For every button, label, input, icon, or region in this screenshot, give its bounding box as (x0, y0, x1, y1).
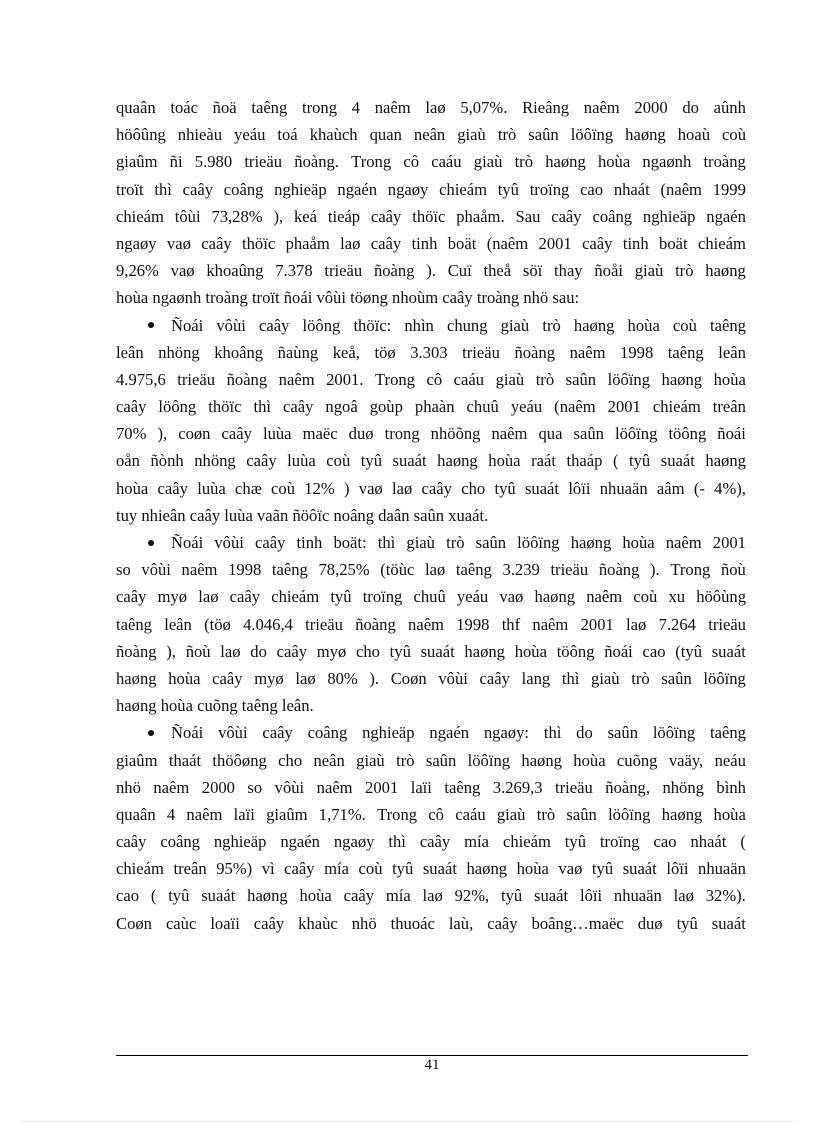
bullet-text: Ñoái vôùi caây löông thöïc: nhìn chung giaù trò haøng hoùa coù taêng (171, 315, 746, 335)
text-line: giaûm ñi 5.980 trieäu ñoàng. Trong cô caáu giaù trò haøng hoùa ngaønh troàng (116, 152, 746, 172)
text-line: 9,26% vaø khoaûng 7.378 trieäu ñoàng ). Cuï theå söï thay ñoåi giaù trò haøng (116, 261, 746, 281)
text-line: hoùa caây luùa chæ coù 12% ) vaø laø caây cho tyû suaát lôïi nhuaän aâm (- 4%), (116, 478, 746, 498)
text-line: 4.975,6 trieäu ñoàng naêm 2001. Trong cô caáu giaù trò saûn löôïng haøng hoùa (116, 369, 746, 389)
text-line: haøng hoùa caây myø laø 80% ). Coøn vôùi caây lang thì giaù trò saûn löôïng (116, 668, 746, 688)
text-line: troït thì caây coâng nghieäp ngaén ngaøy chieám tyû troïng cao nhaát (naêm 1999 (116, 179, 746, 199)
text-line: so vôùi naêm 1998 taêng 78,25% (töùc laø taêng 3.239 trieäu ñoàng ). Trong ñoù (116, 560, 746, 580)
text-line: Coøn caùc loaïi caây khaùc nhö thuoác laù, caây boâng…maëc duø tyû suaát (116, 913, 746, 933)
text-line: chieám tôùi 73,28% ), keá tieáp caây thöïc phaåm. Sau caây coâng nghieäp ngaén (116, 206, 746, 226)
text-line: ngaøy vaø caây thöïc phaåm laø caây tinh boät (naêm 2001 caây tinh boät chieám (116, 233, 746, 253)
bullet-icon (146, 312, 171, 339)
bullet-icon (146, 529, 171, 556)
text-line (116, 312, 746, 339)
text-line (116, 529, 746, 556)
text-line: caây myø laø caây chieám tyû troïng chuû yeáu vaø haøng naêm coù xu höôùng (116, 587, 746, 607)
page-number: 41 (424, 1057, 440, 1073)
bullet-text: Ñoái vôùi caây tinh boät: thì giaù trò saûn löôïng haøng hoùa naêm 2001 (171, 533, 746, 552)
text-line: höôûng nhieàu yeáu toá khaùch quan neân giaù trò saûn löôïng haøng hoaù coù (116, 125, 746, 145)
body-text (116, 94, 746, 937)
text-line: quaân toác ñoä taêng trong 4 naêm laø 5,07%. Rieâng naêm 2000 do aûnh (116, 98, 746, 117)
text-line: chieám treân 95%) vì caây mía coù tyû suaát haøng hoùa vaø tyû suaát lôïi nhuaän (116, 859, 746, 879)
text-line: haøng hoùa cuõng taêng leân. (116, 696, 314, 716)
text-line: cao ( tyû suaát haøng hoùa caây mía laø 92%, tyû suaát lôïi nhuaän laø 32%). (116, 886, 746, 906)
text-line: taêng leân (töø 4.046,4 trieäu ñoàng naêm 1998 thf naêm 2001 laø 7.264 trieäu (116, 614, 746, 634)
text-line: quaân 4 naêm laïi giaûm 1,71%. Trong cô caáu giaù trò saûn löôïng haøng hoùa (116, 804, 746, 824)
text-line (116, 719, 746, 746)
text-line: oån ñònh nhöng caây luùa coù tyû suaát haøng hoùa raát thaáp ( tyû suaát haøng (116, 451, 746, 471)
text-line: leân nhöng khoâng ñaùng keå, töø 3.303 trieäu ñoàng naêm 1998 taêng leân (116, 342, 746, 362)
text-line: ñoàng ), ñoù laø do caây myø cho tyû suaát haøng hoùa töông ñoái cao (tyû suaát (116, 641, 746, 661)
text-line: tuy nhieân caây luùa vaãn ñöôïc noâng daân saûn xuaát. (116, 505, 489, 525)
bullet-text: Ñoái vôùi caây coâng nghieäp ngaén ngaøy: thì do saûn löôïng taêng (171, 723, 746, 743)
text-line: giaûm thaát thöôøng cho neân giaù trò saûn löôïng haøng hoùa cuõng vaäy, neáu (116, 750, 746, 770)
bullet-icon (146, 719, 171, 746)
page-bottom-border (22, 1121, 794, 1122)
text-line: nhö naêm 2000 so vôùi naêm 2001 laïi taêng 3.269,3 trieäu ñoàng, nhöng bình (116, 777, 746, 797)
text-line: caây coâng nghieäp ngaén ngaøy thì caây mía chieám tyû troïng cao nhaát ( (116, 832, 746, 852)
text-line: caây löông thöïc thì caây ngoâ goùp phaàn chuû yeáu (naêm 2001 chieám treân (116, 397, 746, 417)
text-line: 70% ), coøn caây luùa maëc duø trong nhöõng naêm qua saûn löôïng töông ñoái (116, 424, 746, 444)
text-line: hoùa ngaønh troàng troït ñoái vôùi töøng nhoùm caây troàng nhö sau: (116, 288, 580, 308)
